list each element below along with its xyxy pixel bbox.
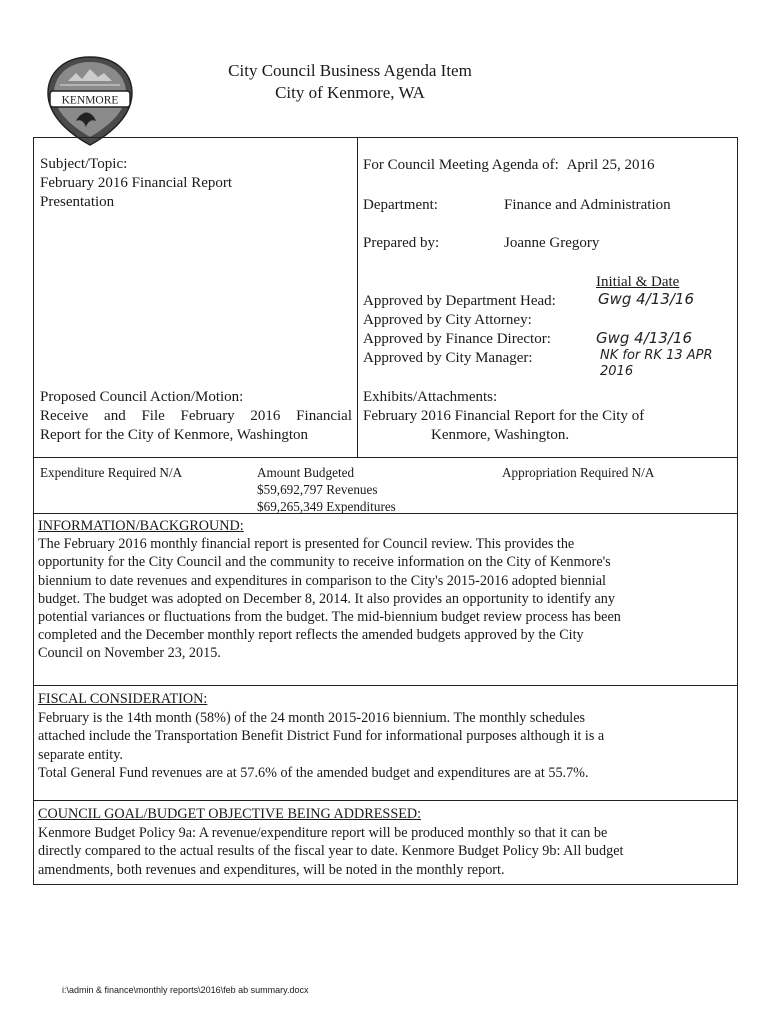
- approval-department-head: Approved by Department Head:: [363, 293, 556, 309]
- information-line: biennium to date revenues and expenditures in comparison to the City's 2015-2016 adopted biennial: [38, 572, 606, 589]
- exhibits-label: Exhibits/Attachments:: [363, 389, 498, 405]
- action-label: Proposed Council Action/Motion:: [40, 389, 244, 405]
- title-line-2: City of Kenmore, WA: [275, 83, 425, 102]
- subject-line-1: February 2016 Financial Report: [40, 175, 233, 191]
- kenmore-logo: [46, 55, 134, 147]
- fiscal-line: Total General Fund revenues are at 57.6% of the amended budget and expenditures are at 55.7%.: [38, 765, 589, 782]
- goal-line: directly compared to the actual results of the fiscal year to date. Kenmore Budget Policy 9b: All budget: [38, 843, 624, 860]
- amount-budgeted-label: Amount Budgeted: [257, 465, 355, 480]
- meeting-row: [363, 156, 654, 175]
- amount-budgeted-block: [257, 464, 396, 515]
- meeting-label: For Council Meeting Agenda of:: [363, 157, 559, 173]
- exhibits-line-1: February 2016 Financial Report for the City of: [363, 408, 645, 424]
- subject-line-2: Presentation: [40, 194, 115, 210]
- row-divider-budget: [33, 457, 738, 458]
- goal-line: Kenmore Budget Policy 9a: A revenue/expenditure report will be produced monthly so that it can be: [38, 824, 608, 841]
- action-line-1: Receive and File February 2016 Financial: [40, 408, 352, 424]
- table-right-border: [737, 137, 738, 885]
- table-top-border: [33, 137, 738, 138]
- information-line: The February 2016 monthly financial report is presented for Council review. This provides the: [38, 536, 575, 553]
- file-path-footer: i:\admin & finance\monthly reports\2016\feb ab summary.docx: [62, 985, 309, 995]
- table-bottom-border: [33, 884, 738, 885]
- meeting-date: April 25, 2016: [566, 157, 655, 173]
- information-line: budget. The budget was adopted on December 8, 2014. It also provides an opportunity to identify any: [38, 590, 615, 607]
- appropriation-required: Appropriation Required N/A: [502, 465, 655, 480]
- information-line: potential variances or fluctuations from the budget. The mid-biennium budget review process has been: [38, 609, 621, 626]
- information-heading: INFORMATION/BACKGROUND:: [38, 518, 244, 534]
- city-manager-signature: NK for RK 13 APR 2016: [600, 348, 713, 379]
- goal-line: amendments, both revenues and expenditures, will be noted in the monthly report.: [38, 861, 505, 878]
- title-line-1: City Council Business Agenda Item: [228, 61, 472, 80]
- prepared-value: Joanne Gregory: [504, 235, 600, 251]
- goal-heading: COUNCIL GOAL/BUDGET OBJECTIVE BEING ADDRESSED:: [38, 806, 422, 822]
- department-head-signature: Gwg 4/13/16: [598, 290, 695, 308]
- goal-section: [38, 805, 734, 879]
- row-divider-goal: [33, 800, 738, 801]
- budgeted-revenues: $59,692,797 Revenues: [257, 482, 378, 497]
- subject-label: Subject/Topic:: [40, 156, 128, 172]
- action-line-2: Report for the City of Kenmore, Washington: [40, 427, 309, 443]
- fiscal-line: February is the 14th month (58%) of the 24 month 2015-2016 biennium. The monthly schedules: [38, 709, 586, 726]
- exhibits-line-2: Kenmore, Washington.: [431, 427, 570, 443]
- prepared-label: Prepared by:: [363, 235, 440, 251]
- expenditure-required: Expenditure Required N/A: [40, 465, 183, 480]
- fiscal-heading: FISCAL CONSIDERATION:: [38, 691, 208, 707]
- finance-director-signature: Gwg 4/13/16: [596, 329, 693, 347]
- approval-list: [363, 292, 556, 368]
- action-block: [40, 388, 352, 445]
- subject-block: [40, 155, 232, 212]
- table-left-border: [33, 137, 34, 885]
- budgeted-expenditures: $69,265,349 Expenditures: [257, 499, 396, 514]
- information-section: [38, 517, 734, 663]
- approval-finance-director: Approved by Finance Director:: [363, 331, 551, 347]
- information-line: completed and the December monthly report reflects the amended budgets approved by the City: [38, 627, 584, 644]
- fiscal-section: [38, 690, 734, 783]
- department-label: Department:: [363, 197, 438, 213]
- approval-city-attorney: Approved by City Attorney:: [363, 312, 532, 328]
- document-title: [200, 60, 500, 104]
- svg-text:KENMORE: KENMORE: [61, 94, 119, 107]
- approval-city-manager: Approved by City Manager:: [363, 350, 533, 366]
- initial-date-header: Initial & Date: [596, 274, 680, 290]
- table-center-divider: [357, 137, 358, 457]
- fiscal-line: attached include the Transportation Benefit District Fund for informational purposes although it is a: [38, 728, 605, 745]
- information-line: opportunity for the City Council and the community to receive information on the City of Kenmore's: [38, 554, 611, 571]
- information-line: Council on November 23, 2015.: [38, 645, 221, 662]
- department-value: Finance and Administration: [504, 197, 671, 213]
- row-divider-fiscal: [33, 685, 738, 686]
- exhibits-block: [363, 388, 723, 445]
- fiscal-line: separate entity.: [38, 746, 123, 763]
